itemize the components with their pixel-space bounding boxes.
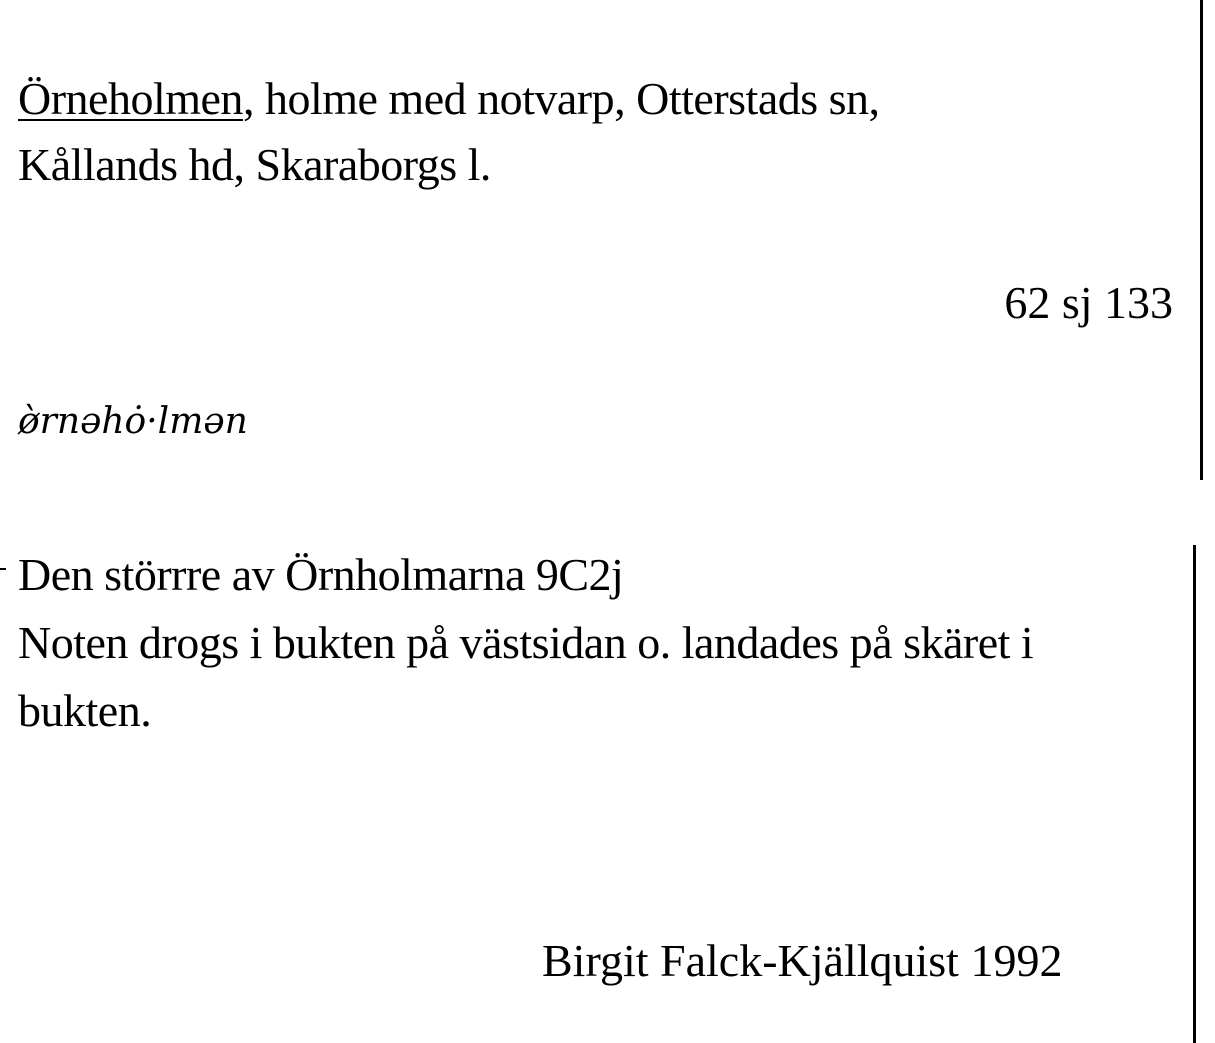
entry-heading-line xyxy=(18,73,880,124)
left-edge-mark xyxy=(0,568,6,570)
note-line-2: Noten drogs i bukten på västsidan o. landades på skäret i xyxy=(18,617,1034,668)
description-line-2: Kållands hd, Skaraborgs l. xyxy=(18,139,491,190)
right-border-rule-bottom xyxy=(1193,545,1196,1043)
note-line-1: Den störrre av Örnholmarna 9C2j xyxy=(18,549,624,600)
headword: Örneholmen xyxy=(18,73,243,124)
right-border-rule-top xyxy=(1200,0,1203,480)
signature: Birgit Falck-Kjällquist 1992 xyxy=(542,935,1063,986)
description-line-1: , holme med notvarp, Otterstads sn, xyxy=(242,73,880,124)
note-line-3: bukten. xyxy=(18,685,152,736)
phonetic-transcription: ø̀rnəhȯ·lmən xyxy=(18,401,248,442)
reference-code: 62 sj 133 xyxy=(1004,277,1173,328)
